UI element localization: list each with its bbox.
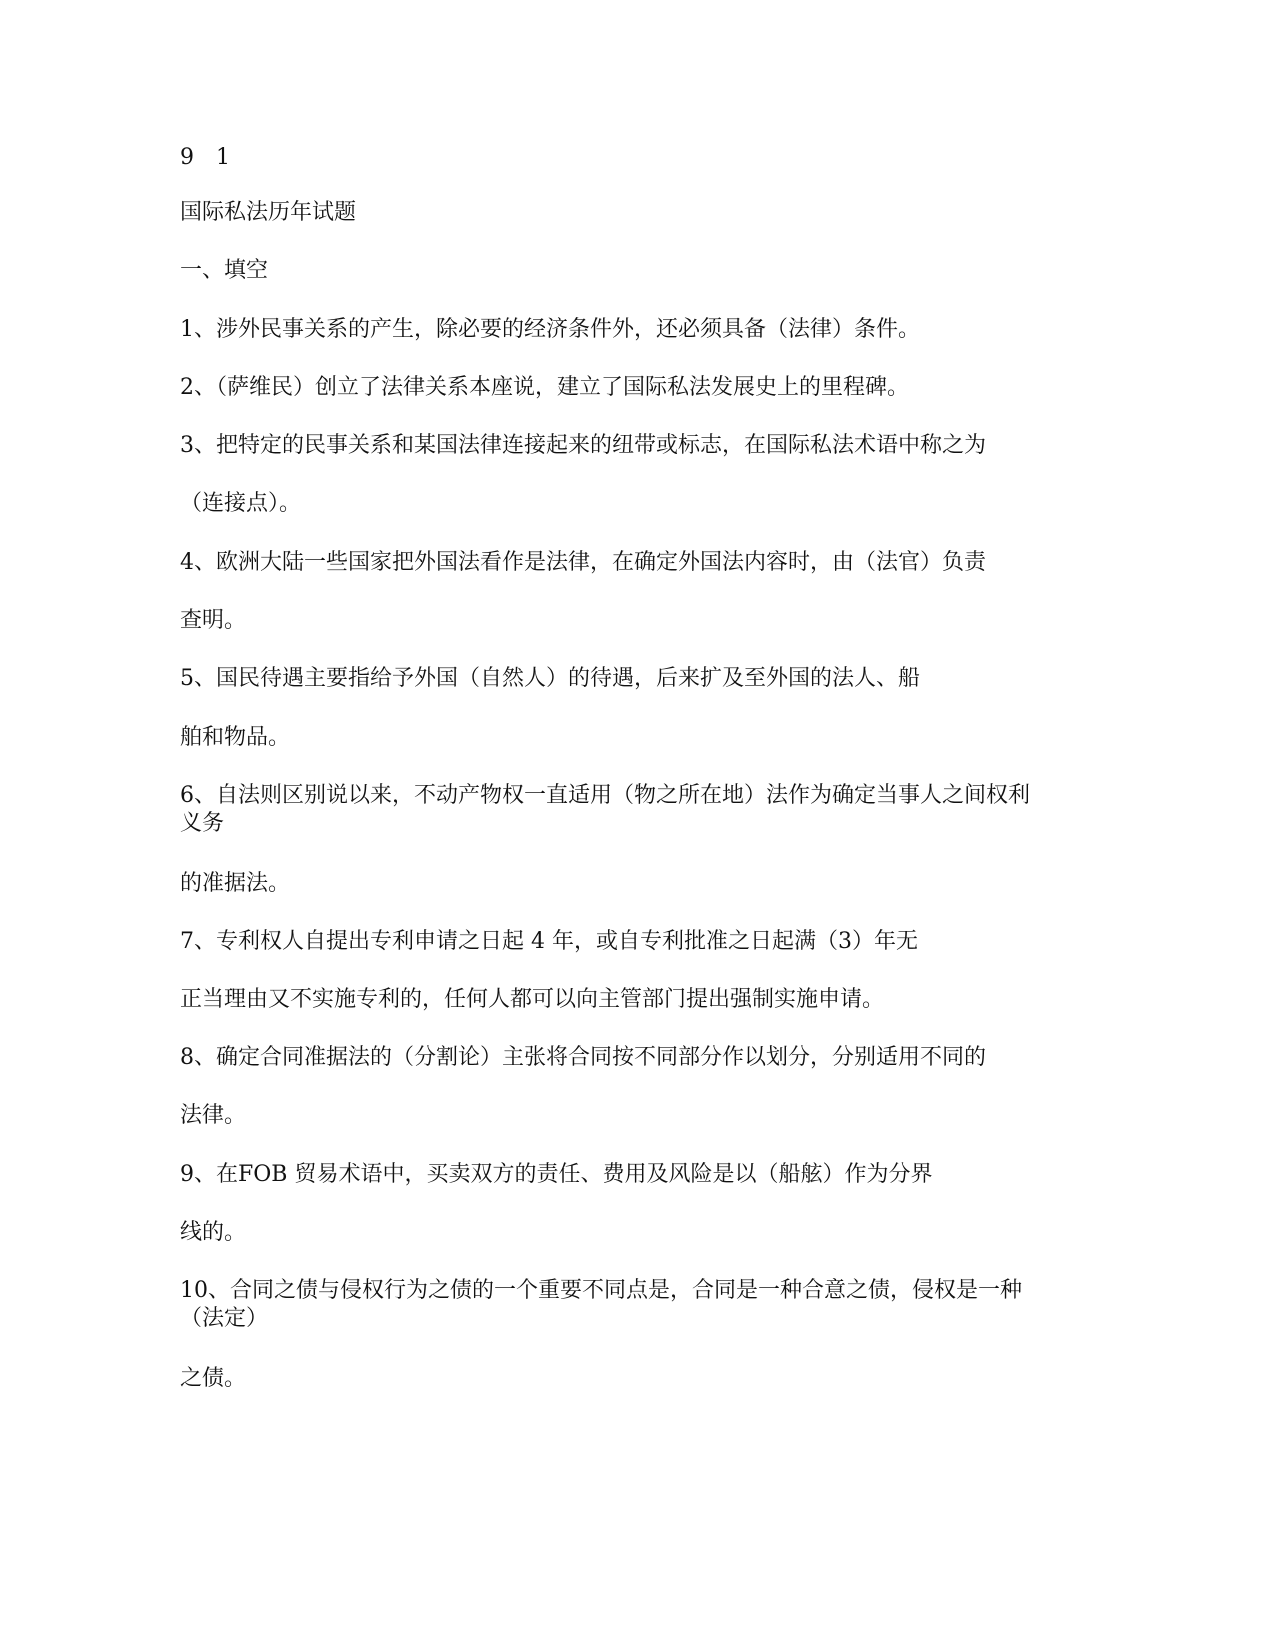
question-10-line: 10、合同之债与侵权行为之债的一个重要不同点是，合同是一种合意之债，侵权是一种（法定）: [180, 1278, 1022, 1331]
question-8-continuation: 法律。: [180, 1103, 247, 1128]
page-marker: 9 1: [180, 145, 230, 170]
document-title: 国际私法历年试题: [180, 200, 357, 225]
question-6-line: 6、自法则区别说以来，不动产物权一直适用（物之所在地）法作为确定当事人之间权利义务: [180, 783, 1030, 836]
question-9-continuation: 线的。: [180, 1220, 247, 1245]
question-5-continuation: 舶和物品。: [180, 725, 291, 750]
question-5-line: 5、国民待遇主要指给予外国（自然人）的待遇，后来扩及至外国的法人、船: [180, 666, 920, 691]
question-4-continuation: 查明。: [180, 608, 247, 633]
question-8-line: 8、确定合同准据法的（分割论）主张将合同按不同部分作以划分，分别适用不同的: [180, 1045, 986, 1070]
question-2-line: 2、（萨维民）创立了法律关系本座说，建立了国际私法发展史上的里程碑。: [180, 375, 909, 400]
question-7-continuation: 正当理由又不实施专利的，任何人都可以向主管部门提出强制实施申请。: [180, 987, 885, 1012]
question-4-line: 4、欧洲大陆一些国家把外国法看作是法律，在确定外国法内容时，由（法官）负责: [180, 550, 986, 575]
question-7-line: 7、专利权人自提出专利申请之日起 4 年，或自专利批准之日起满（3）年无: [180, 929, 918, 954]
question-3-continuation: （连接点）。: [180, 491, 302, 516]
question-9-line: 9、在FOB 贸易术语中，买卖双方的责任、费用及风险是以（船舷）作为分界: [180, 1162, 933, 1187]
section-heading: 一、填空: [180, 258, 269, 283]
question-10-continuation: 之债。: [180, 1366, 247, 1391]
question-1-line: 1、涉外民事关系的产生，除必要的经济条件外，还必须具备（法律）条件。: [180, 317, 920, 342]
question-6-continuation: 的准据法。: [180, 871, 291, 896]
question-3-line: 3、把特定的民事关系和某国法律连接起来的纽带或标志，在国际私法术语中称之为: [180, 433, 986, 458]
